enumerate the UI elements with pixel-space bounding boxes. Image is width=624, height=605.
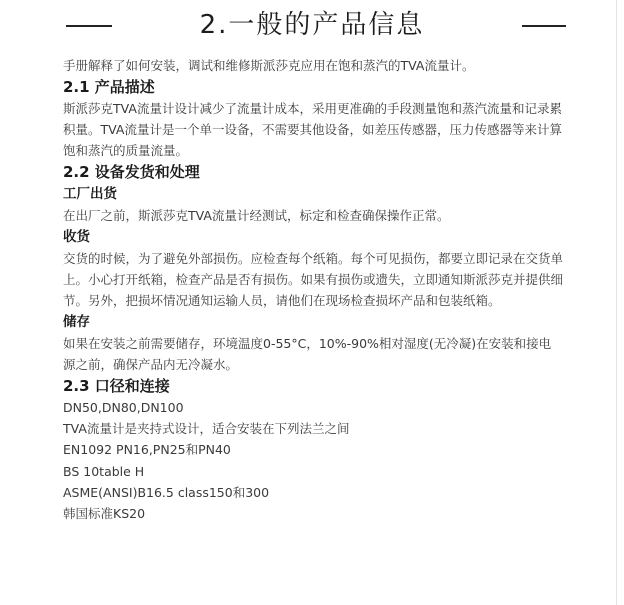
document-body: [63, 55, 563, 524]
section-2-3-heading: 2.3 口径和连接: [63, 377, 170, 395]
page-title: 2.一般的产品信息: [199, 10, 425, 40]
receiving-body: 交货的时候，为了避免外部损伤。应检查每个纸箱。每个可见损伤，都要立即记录在交货单上。小心打开纸箱，检查产品是否有损伤。如果有损伤或遗失，立即通知斯派莎克并提供细节。另外，把损坏情况通知运输人员，请他们在现场检查损坏产品和包装纸箱。: [63, 251, 564, 308]
section-2-1-heading: 2.1 产品描述: [63, 78, 155, 96]
page-edge-divider: [616, 0, 617, 605]
spec-item: ASME(ANSI)B16.5 class150和300: [63, 484, 270, 500]
receiving-heading: 收货: [63, 229, 90, 245]
spec-item: BS 10table H: [63, 463, 145, 479]
page-header: [0, 6, 624, 46]
storage-heading: 储存: [63, 314, 90, 330]
title-rule-right: [522, 25, 566, 27]
section-2-1-body: 斯派莎克TVA流量计设计减少了流量计成本，采用更准确的手段测量饱和蒸汽流量和记录累积量。TVA流量计是一个单一设备，不需要其他设备，如差压传感器，压力传感器等来计算饱和蒸汽的质量流量。: [63, 101, 562, 158]
intro-paragraph: 手册解释了如何安装，调试和维修斯派莎克应用在饱和蒸汽的TVA流量计。: [63, 58, 475, 73]
storage-body: 如果在安装之前需要储存，环境温度0-55°C，10%-90%相对湿度(无冷凝)在安装和接电源之前，确保产品内无冷凝水。: [63, 336, 552, 372]
spec-item: TVA流量计是夹持式设计，适合安装在下列法兰之间: [63, 421, 350, 437]
spec-item: DN50,DN80,DN100: [63, 400, 184, 415]
spec-item: EN1092 PN16,PN25和PN40: [63, 442, 231, 458]
factory-shipping-body: 在出厂之前，斯派莎克TVA流量计经测试，标定和检查确保操作正常。: [63, 208, 450, 223]
factory-shipping-heading: 工厂出货: [63, 186, 117, 202]
spec-item: 韩国标准KS20: [63, 506, 146, 522]
connection-spec-list: [63, 397, 563, 524]
section-2-2-heading: 2.2 设备发货和处理: [63, 163, 200, 181]
